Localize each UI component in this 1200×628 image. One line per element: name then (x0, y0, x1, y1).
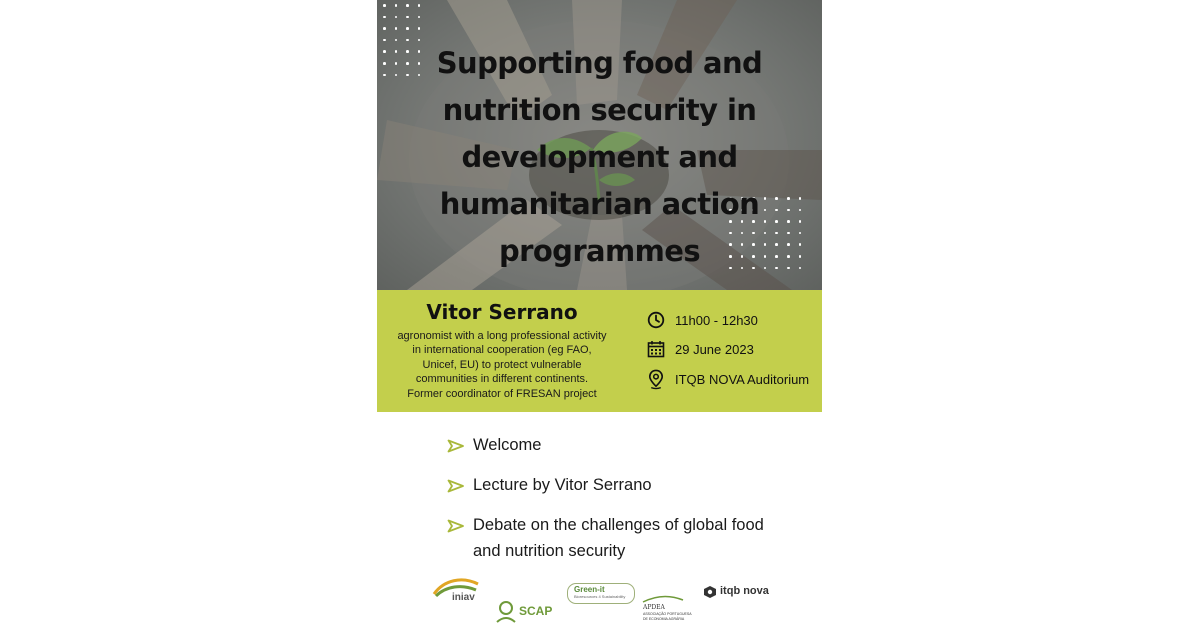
agenda-item (447, 437, 773, 458)
event-date-row (647, 340, 754, 358)
calendar-icon (647, 340, 665, 358)
agenda-item (447, 517, 773, 564)
scap-logo (495, 600, 557, 626)
apdea-logo-subtitle: DE ECONOMIA AGRÁRIA (643, 617, 685, 621)
event-time: 11h00 - 12h30 (675, 312, 758, 328)
scap-logo-mark (495, 600, 517, 624)
clock-icon (647, 311, 665, 329)
iniav-logo-text: iniav (452, 592, 475, 603)
green-it-logo-subtitle: Bioresources 4 Sustainability (574, 594, 626, 599)
apdea-logo-mark (641, 594, 685, 604)
agenda-item-text: Debate on the challenges of global food and nutrition security (473, 516, 764, 560)
arrow-bullet-icon (447, 439, 465, 453)
hero-image (377, 0, 822, 290)
itqb-nova-logo-text: itqb nova (720, 585, 769, 597)
arrow-bullet-icon (447, 519, 465, 533)
apdea-logo-text: APDEA (643, 604, 665, 611)
location-pin-icon (647, 369, 665, 390)
event-time-row (647, 311, 758, 329)
agenda-item-text: Lecture by Vitor Serrano (473, 476, 652, 494)
scap-logo-text: SCAP (519, 604, 553, 618)
event-location: ITQB NOVA Auditorium (675, 372, 810, 387)
event-poster (377, 0, 822, 628)
speaker-name: Vitor Serrano (426, 300, 578, 324)
green-it-logo-text: Green-it (574, 585, 605, 594)
agenda-item (447, 477, 773, 498)
event-title: Supporting food and nutrition security in development and humanitarian action programmes (436, 46, 763, 268)
event-date: 29 June 2023 (675, 341, 754, 357)
iniav-logo (432, 574, 482, 606)
itqb-nova-logo (703, 584, 783, 602)
itqb-nova-logo-mark (703, 585, 717, 599)
apdea-logo-subtitle: ASSOCIAÇÃO PORTUGUESA (643, 612, 692, 616)
arrow-bullet-icon (447, 479, 465, 493)
speaker-bio: agronomist with a long professional activity in international cooperation (eg FAO, Unicef, EU) to protect vulnerable communities in different continents. Former coordinator of FRESAN project (397, 330, 607, 400)
apdea-logo (641, 594, 701, 624)
green-it-logo (567, 583, 635, 604)
agenda-item-text: Welcome (473, 436, 542, 454)
event-location-row (647, 369, 809, 390)
